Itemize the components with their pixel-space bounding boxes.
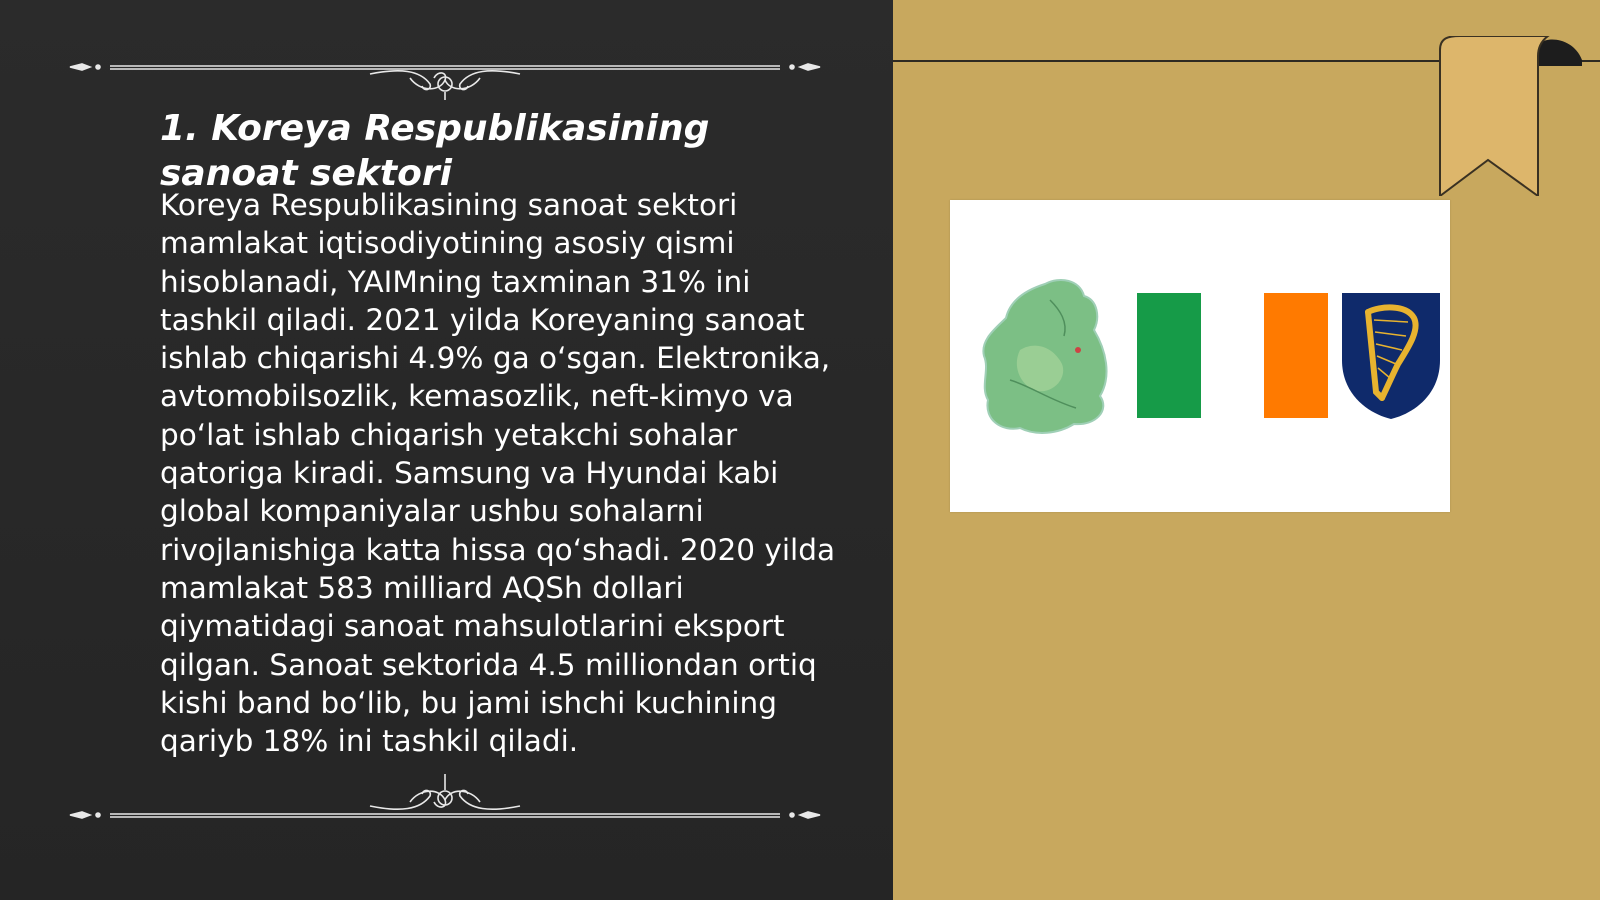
- bookmark-ribbon-icon: [1430, 36, 1590, 196]
- image-card: [950, 200, 1450, 512]
- slide-title: 1. Koreya Respublikasining sanoat sektori: [160, 108, 710, 194]
- bottom-ornament-divider: [60, 770, 830, 830]
- harp-coat-of-arms-icon: [1342, 293, 1440, 419]
- map-icon: [983, 280, 1106, 433]
- top-ornament-divider: [60, 40, 830, 100]
- flag-icon: [1137, 293, 1328, 418]
- slide-body-text: Koreya Respublikasining sanoat sektori mamlakat iqtisodiyotining asosiy qismi hisoblanadi, YAIMning taxminan 31% ini tashkil qiladi. 2021 yilda Koreyaning sanoat ishlab chiqarishi 4.9% ga o‘sgan. Elektronika, avtomobilsozlik, kemasozlik, neft-kimyo va po‘lat ishlab chiqarish yetakchi sohalar qatoriga kiradi. Samsung va Hyundai kabi global kompaniyalar ushbu sohalarni rivojlanishiga katta hissa qo‘shadi. 2020 yilda mamlakat 583 milliard AQSh dollari qiymatidagi sanoat mahsulotlarini eksport qilgan. Sanoat sektorida 4.5 milliondan ortiq kishi band bo‘lib, bu jami ishchi kuchining qariyb 18% ini tashkil qiladi.: [160, 188, 836, 759]
